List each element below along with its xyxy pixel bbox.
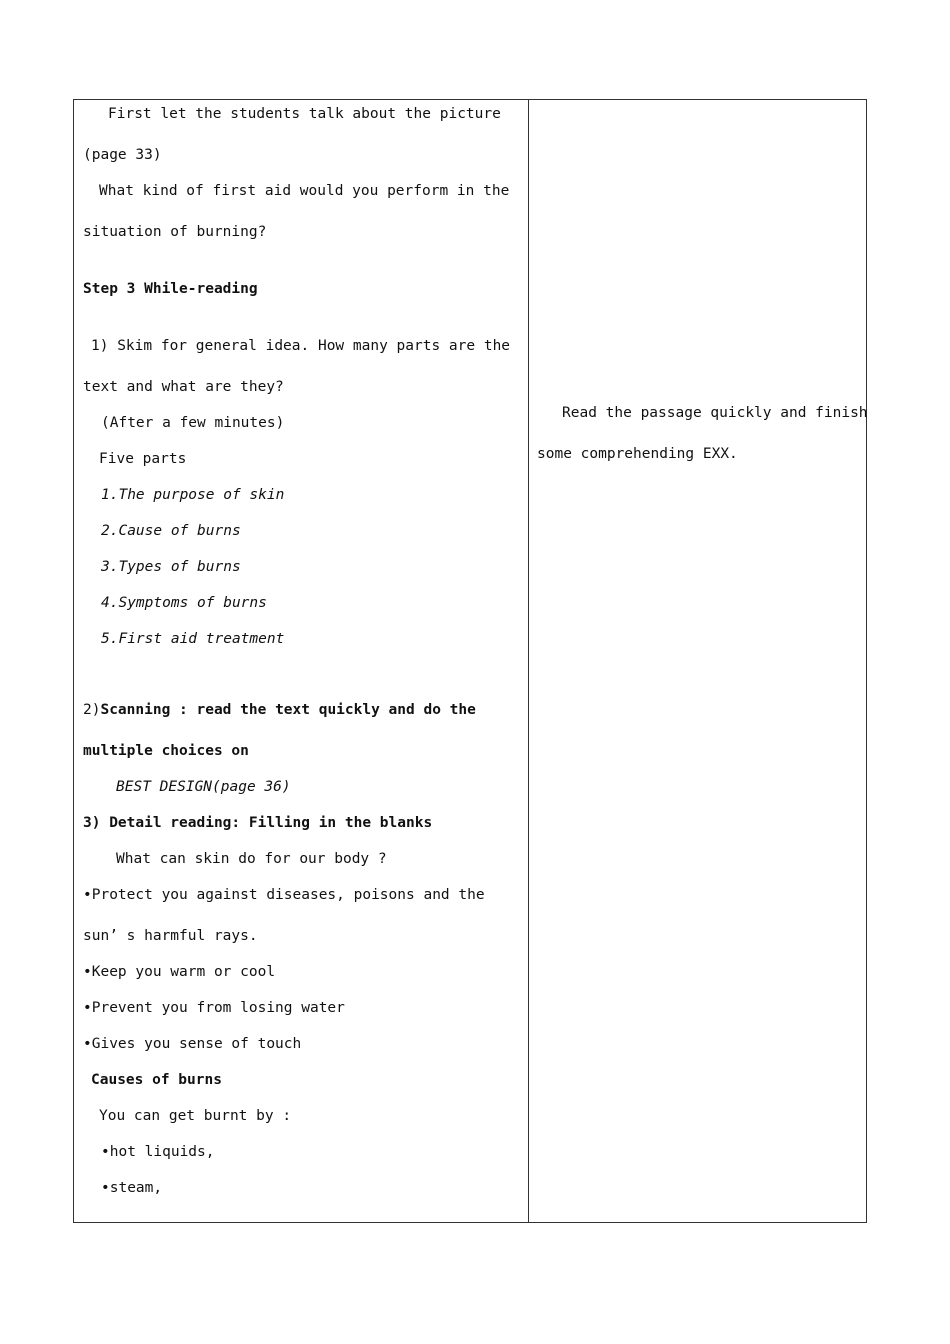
- part-item: 2.Cause of burns: [101, 523, 241, 539]
- intro-line-2: (page 33): [83, 147, 162, 163]
- scanning-prefix: 2): [83, 702, 101, 718]
- skim-line-2: text and what are they?: [83, 379, 284, 395]
- keep-line: •Keep you warm or cool: [83, 964, 276, 980]
- after-minutes: (After a few minutes): [101, 415, 285, 431]
- question-line-1: What kind of first aid would you perform in the: [99, 183, 510, 199]
- best-design-ref: BEST DESIGN(page 36): [116, 779, 291, 795]
- scanning-text: Scanning : read the text quickly and do the: [100, 702, 476, 718]
- part-item: 4.Symptoms of burns: [101, 595, 267, 611]
- gives-line: •Gives you sense of touch: [83, 1036, 302, 1052]
- prevent-line: •Prevent you from losing water: [83, 1000, 345, 1016]
- causes-heading: Causes of burns: [91, 1072, 222, 1088]
- step3-heading: Step 3 While-reading: [83, 281, 258, 297]
- scanning-line-1: [83, 700, 476, 720]
- lesson-table: [73, 99, 867, 1223]
- protect-line-2: sun’ s harmful rays.: [83, 928, 258, 944]
- part-item: 1.The purpose of skin: [101, 487, 285, 503]
- skin-question: What can skin do for our body ?: [116, 851, 387, 867]
- five-parts: Five parts: [99, 451, 187, 467]
- part-item: 3.Types of burns: [101, 559, 241, 575]
- skim-line-1: 1) Skim for general idea. How many parts are the: [91, 338, 511, 354]
- intro-line-1: First let the students talk about the picture: [108, 106, 501, 122]
- question-line-2: situation of burning?: [83, 224, 267, 240]
- steam-line: •steam,: [101, 1180, 163, 1196]
- right-note-line-2: some comprehending EXX.: [537, 446, 738, 462]
- column-divider: [528, 100, 529, 1222]
- right-note-line-1: Read the passage quickly and finish: [562, 405, 868, 421]
- detail-heading: 3) Detail reading: Filling in the blanks: [83, 815, 433, 831]
- hot-liquids-line: •hot liquids,: [101, 1144, 215, 1160]
- part-item: 5.First aid treatment: [101, 631, 285, 647]
- scanning-line-2: multiple choices on: [83, 743, 249, 759]
- burnt-by-line: You can get burnt by :: [99, 1108, 292, 1124]
- protect-line-1: •Protect you against diseases, poisons and the: [83, 887, 485, 903]
